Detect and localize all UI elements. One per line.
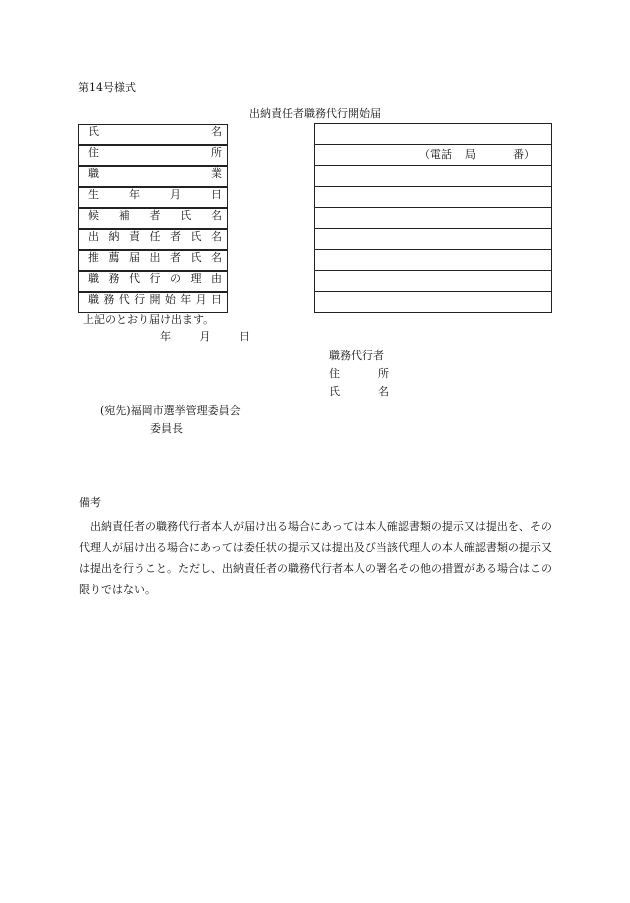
agent-name-label: 氏 名 bbox=[329, 385, 389, 398]
table-row bbox=[78, 229, 552, 250]
row-label: 推 薦 届 出 者 氏 名 bbox=[78, 250, 228, 271]
table-row bbox=[78, 145, 552, 166]
table-row bbox=[78, 166, 552, 187]
date-year: 年 bbox=[160, 330, 171, 343]
addressee: (宛先)福岡市選挙管理委員会 bbox=[100, 404, 241, 417]
table-row bbox=[78, 208, 552, 229]
table-row bbox=[78, 292, 552, 313]
row-label: 職 務 代 行 の 理 由 bbox=[78, 271, 228, 292]
table-row bbox=[78, 187, 552, 208]
row-value bbox=[315, 124, 552, 145]
form-table bbox=[78, 123, 552, 313]
form-title: 出納責任者職務代行開始届 bbox=[249, 107, 381, 120]
row-label: 職 業 bbox=[78, 166, 228, 187]
phone-close: 番） bbox=[513, 148, 535, 162]
statement: 上記のとおり届け出ます。 bbox=[83, 313, 215, 326]
date-month: 月 bbox=[199, 330, 211, 343]
row-value bbox=[315, 166, 552, 187]
row-value bbox=[315, 187, 552, 208]
table-row bbox=[78, 124, 552, 145]
row-value bbox=[315, 271, 552, 292]
row-label: 職 務 代 行 開 始 年 月 日 bbox=[78, 292, 228, 313]
row-value bbox=[315, 292, 552, 313]
row-label: 候 補 者 氏 名 bbox=[78, 208, 228, 229]
row-label: 出 納 責 任 者 氏 名 bbox=[78, 229, 228, 250]
phone-note bbox=[323, 148, 535, 161]
row-value bbox=[315, 208, 552, 229]
row-label: 氏 名 bbox=[78, 124, 228, 145]
agent-title: 職務代行者 bbox=[329, 349, 384, 362]
remarks-body: 出納責任者の職務代行者本人が届け出る場合にあっては本人確認書類の提示又は提出を、その代理人が届け出る場合にあっては委任状の提示又は提出及び当該代理人の本人確認書類の提示又は提出を行うこと。ただし、出納責任者の職務代行者本人の署名その他の措置がある場合はこの限りではない。 bbox=[79, 520, 552, 596]
row-label: 住 所 bbox=[78, 145, 228, 166]
row-value bbox=[315, 145, 552, 166]
table-row bbox=[78, 271, 552, 292]
remarks-heading: 備考 bbox=[79, 496, 101, 509]
table-row bbox=[78, 250, 552, 271]
phone-open: （電話 bbox=[419, 148, 452, 162]
row-label: 生 年 月 日 bbox=[78, 187, 228, 208]
row-value bbox=[315, 250, 552, 271]
agent-address-label: 住 所 bbox=[329, 367, 389, 380]
form-number: 第14号様式 bbox=[78, 81, 136, 94]
date-line bbox=[160, 330, 250, 343]
chairman: 委員長 bbox=[150, 422, 183, 435]
agent-block bbox=[329, 349, 389, 403]
date-day: 日 bbox=[239, 330, 250, 343]
phone-station: 局 bbox=[465, 148, 476, 162]
row-value bbox=[315, 229, 552, 250]
